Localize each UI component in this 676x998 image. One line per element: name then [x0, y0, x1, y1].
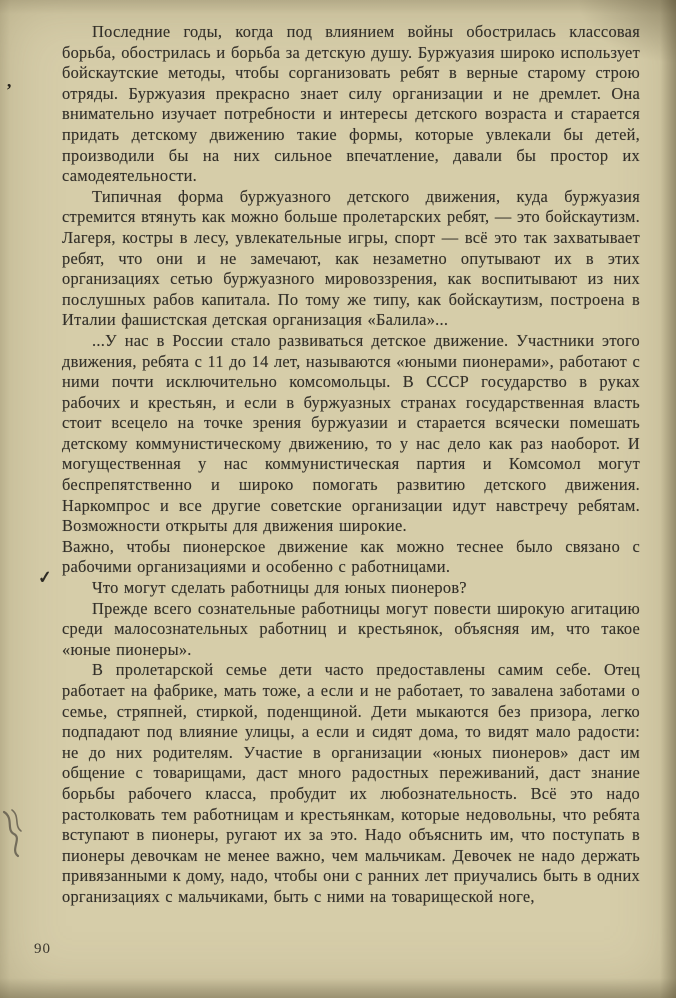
paragraph-1: Последние годы, когда под влиянием войны обострилась классовая борьба, обострилась и борьба за детскую душу. Буржуазия широко использует бойскаутские методы, чтобы сорганизовать ребят в верные старому строю отряды. Буржуазия прекрасно знает силу организации и не дремлет. Она внимательно изучает потребности и интересы детского возраста и старается придать детскому движению такие формы, которые увлекали бы детей, производили бы на них сильное впечатление, давали бы простор их самодеятельности. — [62, 22, 640, 186]
paragraph-2: Типичная форма буржуазного детского движения, куда буржуазия стремится втянуть как можно больше пролетарских ребят, — это бойскаутизм. Лагеря, костры в лесу, увлекательные игры, спорт — всё это так захватывает ребят, что они и не замечают, как незаметно опутывают их в этих организациях сетью буржуазного мировоззрения, как воспитывают из них послушных рабов капитала. По тому же типу, как бойскаутизм, построена в Италии фашистская детская организация «Балила»... — [62, 186, 640, 330]
margin-checkmark: ✓ — [36, 567, 54, 588]
page-text — [62, 22, 640, 908]
page-number: 90 — [34, 941, 51, 957]
margin-tick-mark: ’ — [6, 80, 12, 100]
margin-pencil-mark — [0, 800, 30, 860]
paragraph-5-question: Что могут сделать работницы для юных пионеров? — [92, 578, 467, 598]
paragraph-6: Прежде всего сознательные работницы могут повести широкую агитацию среди малосознательных работниц и крестьянок, объясняя им, что такое «юные пионеры». — [62, 598, 640, 659]
paragraph-4-marked: Важно, чтобы пионерское движение как можно теснее было связано с рабочими организациями и особенно с работницами. — [62, 536, 640, 577]
paragraph-3: ...У нас в России стало развиваться детское движение. Участники этого движения, ребята с 11 до 14 лет, называются «юными пионерами», работают с ними почти исключительно комсомольцы. В СССР государство в руках рабочих и крестьян, и если в буржуазных странах государственная власть стоит всецело на точке зрения буржуазии и старается всячески помешать детскому коммунистическому движению, то у нас дело как раз наоборот. И могущественная у нас коммунистическая партия и Комсомол могут беспрепятственно и широко помогать развитию детского движения. Наркомпрос и все другие советские организации идут навстречу ребятам. Возможности открыты для движения широкие. — [62, 330, 640, 536]
paragraph-7: В пролетарской семье дети часто предоставлены самим себе. Отец работает на фабрике, мать тоже, а если и не работает, то завалена заботами о семье, стряпней, стиркой, поденщиной. Дети мыкаются без призора, легко подпадают под влияние улицы, а если и сидят дома, то видят мало радости: не до них родителям. Участие в организации «юных пионеров» даст им общение с товарищами, даст много радостных переживаний, даст знание борьбы рабочего класса, пробудит их любознательность. Всё это надо растолковать тем работницам и крестьянкам, которые недовольны, что ребята вступают в пионеры, ругают их за это. Надо объяснить им, что поступать в пионеры девочкам не менее важно, чем мальчикам. Девочек не надо держать привязанными к дому, надо, чтобы они с ранних лет приучались быть в одних организациях с мальчиками, быть с ними на товарищеской ноге, — [62, 660, 640, 906]
